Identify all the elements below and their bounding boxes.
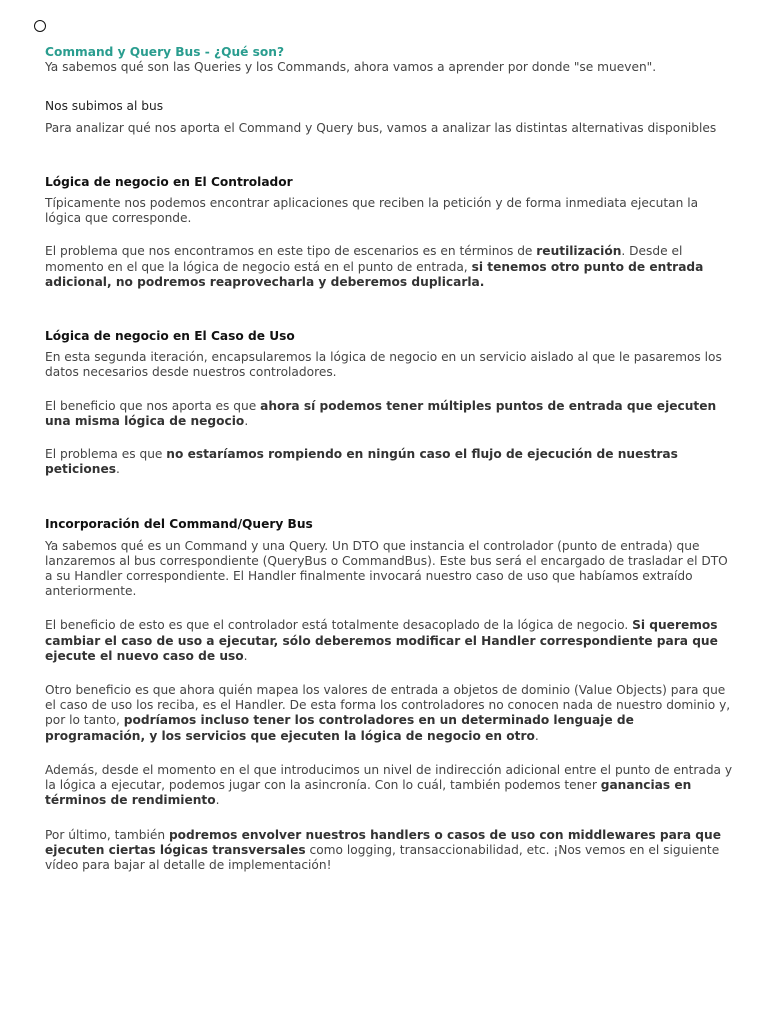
document-title: Command y Query Bus - ¿Qué son? — [45, 45, 285, 59]
intro-paragraph: Ya sabemos qué son las Queries y los Commands, ahora vamos a aprender por donde "se mueven". — [45, 60, 657, 75]
use-case-paragraph-2: El beneficio que nos aporta es que ahora sí podemos tener múltiples puntos de entrada que ejecuten una misma lógica de negocio. — [45, 398, 717, 428]
controller-paragraph-2: El problema que nos encontramos en este tipo de escenarios es en términos de reutilización. Desde el momento en el que la lógica de negocio está en el punto de entrada, si tenemos otro punto de entrada adicional, no podremos reaprovecharla y deberemos duplicarla. — [45, 244, 704, 289]
bus-section-paragraph-4: Además, desde el momento en el que introducimos un nivel de indirección adicional entre el punto de entrada y la lógica a ejecutar, podemos jugar con la asincronía. Con lo cuál, también podemos tener ganancias en términos de rendimiento. — [45, 762, 733, 808]
bus-section-paragraph-1: Ya sabemos qué es un Command y una Query. Un DTO que instancia el controlador (punto de entrada) que lanzaremos al bus correspondiente (QueryBus o CommandBus). Este bus será el encargado de trasladar el DTO a su Handler correspondiente. El Handler finalmente invocará nuestro caso de uso que habíamos extraído anteriormente. — [45, 538, 728, 599]
circle-bullet-icon — [34, 20, 46, 32]
bus-section-paragraph-2: El beneficio de esto es que el controlador está totalmente desacoplado de la lógica de negocio. Si queremos cambiar el caso de uso a ejecutar, sólo deberemos modificar el Handler correspondiente para que ejecute el nuevo caso de uso. — [45, 618, 718, 663]
section-heading-use-case: Lógica de negocio en El Caso de Uso — [45, 329, 295, 344]
document-body — [45, 45, 735, 873]
use-case-paragraph-1: En esta segunda iteración, encapsularemos la lógica de negocio en un servicio aislado al que le pasaremos los datos necesarios desde nuestros controladores. — [45, 350, 722, 380]
bus-section-paragraph-3: Otro beneficio es que ahora quién mapea los valores de entrada a objetos de dominio (Value Objects) para que el caso de uso los reciba, es el Handler. De esta forma los controladores no conocen nada de nuestro dominio y, por lo tanto, podríamos incluso tener los controladores en un determinado lenguaje de programación, y los servicios que ejecuten la lógica de negocio en otro. — [45, 683, 731, 743]
bus-paragraph: Para analizar qué nos aporta el Command y Query bus, vamos a analizar las distintas alternativas disponibles — [45, 120, 717, 135]
bus-heading: Nos subimos al bus — [45, 99, 164, 114]
controller-paragraph-1: Típicamente nos podemos encontrar aplicaciones que reciben la petición y de forma inmediata ejecutan la lógica que corresponde. — [45, 196, 699, 226]
section-heading-controller: Lógica de negocio en El Controlador — [45, 174, 293, 189]
section-heading-bus: Incorporación del Command/Query Bus — [45, 517, 313, 532]
use-case-paragraph-3: El problema es que no estaríamos rompiendo en ningún caso el flujo de ejecución de nuestras peticiones. — [45, 447, 678, 477]
bus-section-paragraph-5: Por último, también podremos envolver nuestros handlers o casos de uso con middlewares para que ejecuten ciertas lógicas transversales como logging, transaccionabilidad, etc. ¡Nos vemos en el siguiente vídeo para bajar al detalle de implementación! — [45, 827, 721, 872]
